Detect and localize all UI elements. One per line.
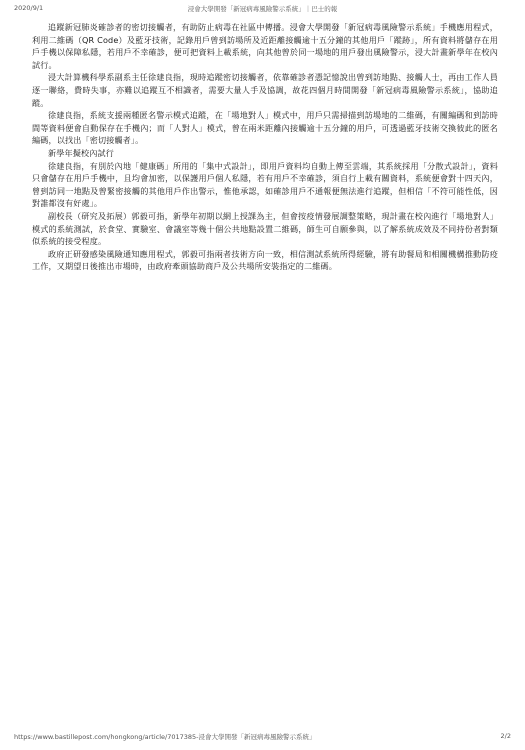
paragraph: 政府正研發感染風險通知應用程式，郭毅可指兩者技術方向一致，相信測試系統所得經驗，將有助餐局和相關機構推動防疫工作，又期望日後推出市場時，由政府牽頭協助商戶及公共場所安裝指定的二維碼。: [32, 248, 498, 272]
article-body: [32, 21, 498, 273]
paragraph: 浸大計算機科學系副系主任徐建良指，現時追蹤密切接觸者，依靠確診者憑記憶說出曾到訪地點、接觸人士，再由工作人員逐一聯絡，費時失事，亦難以追蹤互不相識者，需要大量人手及協調，故花四個月時間開發「新冠病毒風險警示系統」，協助追蹤。: [32, 72, 498, 108]
paragraph: 副校長（研究及拓展）郭毅可指，新學年初期以網上授課為主，但會按疫情發展調整策略，現計畫在校內進行「場地對人」模式的系統測試，於食堂、實驗室、會議室等幾十個公共地點設置二維碼，師生可自願參與，以了解系統成效及不同持份者對類似系統的接受程度。: [32, 210, 498, 247]
page-title: 浸會大學開發「新冠病毒風險警示系統」｜巴士的報: [187, 5, 338, 13]
paragraph: 追蹤新冠肺炎確診者的密切接觸者，有助防止病毒在社區中傳播。浸會大學開發「新冠病毒風險警示系統」手機應用程式，利用二維碼（QR Code）及藍牙技術，記錄用戶曾到訪場所及近距離接觸逾十五分鐘的其他用戶「蹤跡」，所有資料將儲存在用戶手機以保障私隱，若用戶不幸確診，便可把資料上載系統，向其他曾於同一場地的用戶發出風險警示，浸大計畫新學年在校內試行。: [32, 22, 498, 70]
section-heading: 新學年擬校內試行: [48, 147, 114, 158]
paragraph: 徐建良指，系統支援兩種匿名警示模式追蹤，在「場地對人」模式中，用戶只需掃描到訪場地的二維碼，有關編碼和到訪時間等資料便會自動保存在手機內；而「人對人」模式，曾在兩米距離內接觸逾十五分鐘的用戶，可透過藍牙技術交換彼此的匿名編碼，以找出「密切接觸者」。: [32, 110, 498, 146]
print-date: 2020/9/1: [14, 4, 44, 12]
source-url[interactable]: https://www.bastillepost.com/hongkong/article/7017385-浸會大學開發「新冠病毒風險警示系統」: [14, 733, 316, 741]
page-header: [14, 4, 511, 16]
page-footer: [14, 732, 511, 744]
page-number: 2/2: [500, 732, 511, 740]
paragraph: 徐建良指，有別於內地「健康碼」所用的「集中式設計」，即用戶資料均自動上傳至雲端，其系統採用「分散式設計」，資料只會儲存在用戶手機中，且均會加密，以保護用戶個人私隱，若有用戶不幸確診，須自行上載有關資料，系統便會對十四天內，曾到訪同一地點及曾緊密接觸的其他用戶作出警示，惟他承認，如確診用戶不通報便無法進行追蹤，但相信「不符可能性低，因對誰都沒有好處」。: [32, 160, 498, 209]
